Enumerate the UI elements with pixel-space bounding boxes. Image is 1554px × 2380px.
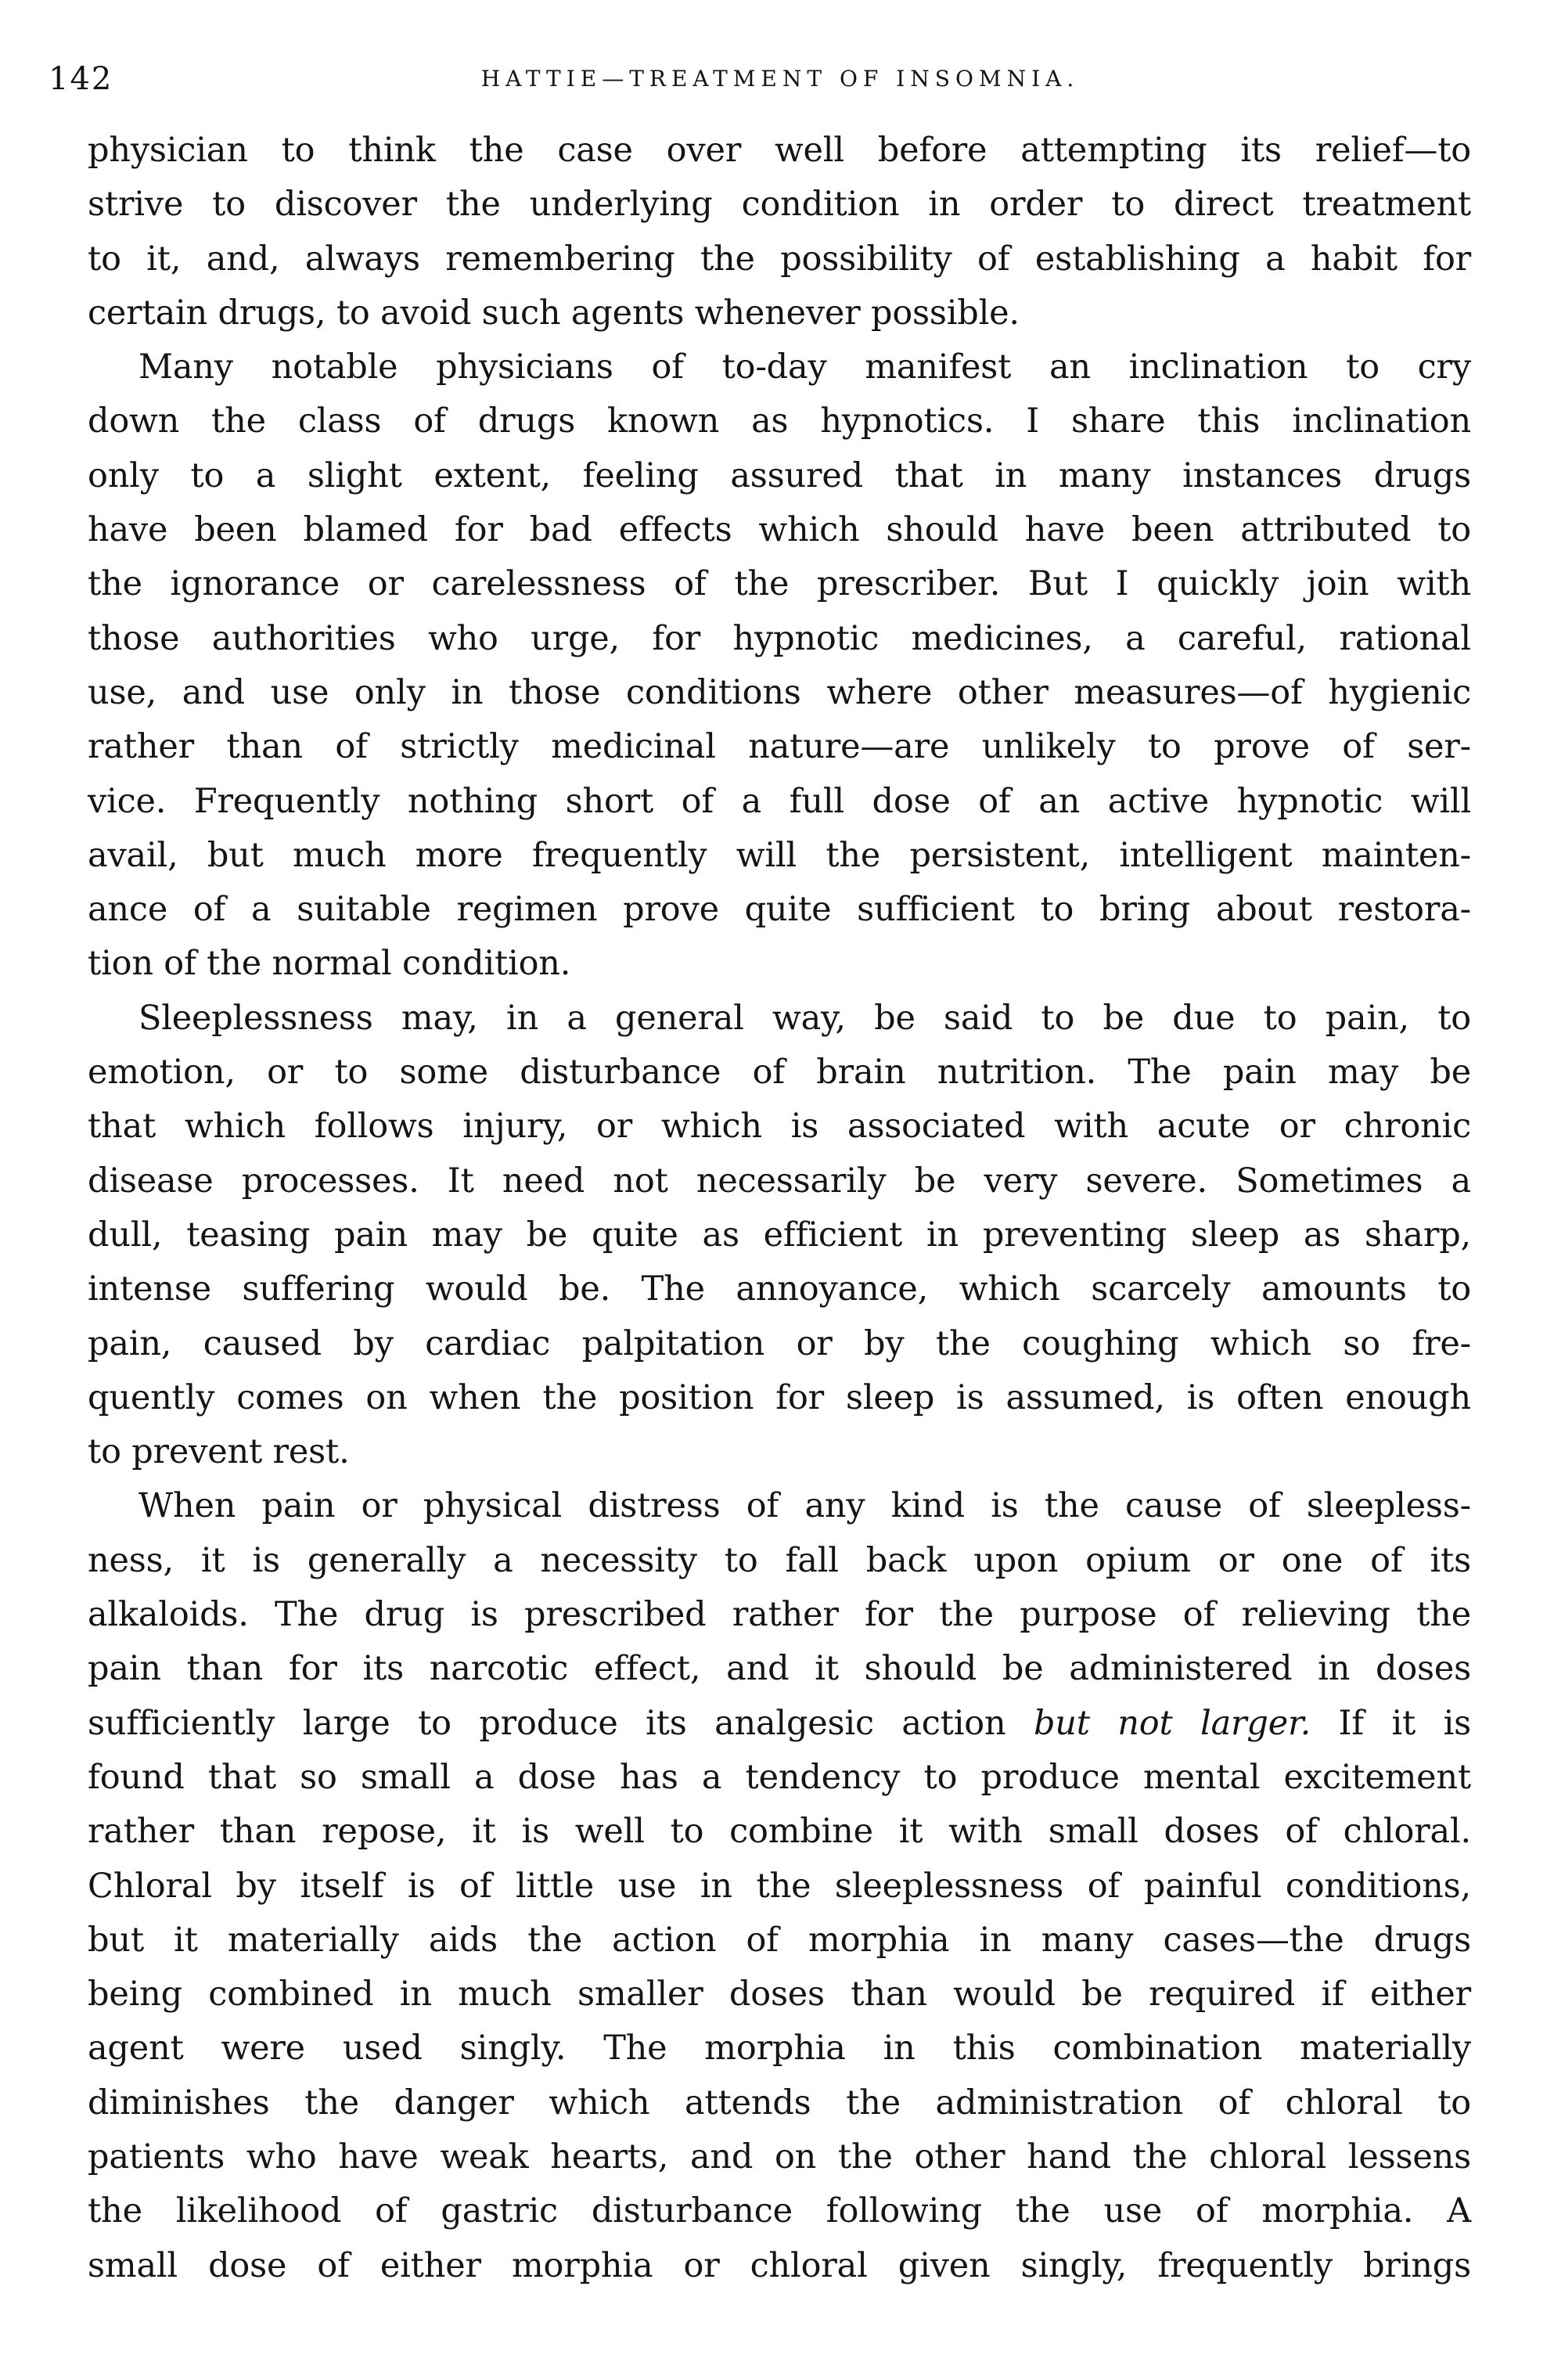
text-line: pain, caused by cardiac palpitation or by the coughing which so fre- xyxy=(88,1323,1471,1363)
text-line: vice. Frequently nothing short of a full dose of an active hypnotic will xyxy=(88,781,1471,821)
text-line: to prevent rest. xyxy=(88,1432,350,1472)
text-line: Chloral by itself is of little use in the sleeplessness of painful conditions, xyxy=(88,1866,1471,1906)
text-line: diminishes the danger which attends the administration of chloral to xyxy=(88,2083,1471,2123)
paragraph xyxy=(88,340,1471,992)
text-line: that which follows injury, or which is associated with acute or chronic xyxy=(88,1107,1471,1147)
text-line: When pain or physical distress of any kind is the cause of sleepless- xyxy=(138,1486,1471,1526)
body-text xyxy=(88,124,1471,2293)
text-line: the likelihood of gastric disturbance following the use of morphia. A xyxy=(88,2191,1471,2231)
text-line: patients who have weak hearts, and on the other hand the chloral lessens xyxy=(88,2137,1471,2177)
text-line: being combined in much smaller doses than would be required if either xyxy=(88,1975,1471,2015)
text-line: rather than repose, it is well to combine it with small doses of chloral. xyxy=(88,1812,1471,1852)
text-line: found that so small a dose has a tendency to produce mental excitement xyxy=(88,1757,1471,1797)
italic-phrase: but not larger. xyxy=(1033,1703,1311,1743)
text-line: have been blamed for bad effects which should have been attributed to xyxy=(88,510,1471,550)
text-line: Many notable physicians of to-day manifest an inclination to cry xyxy=(138,347,1471,387)
text-line: ness, it is generally a necessity to fall back upon opium or one of its xyxy=(88,1540,1471,1580)
text-line: only to a slight extent, feeling assured that in many instances drugs xyxy=(88,455,1471,495)
text-line: Sleeplessness may, in a general way, be said to be due to pain, to xyxy=(138,998,1471,1038)
text-line: small dose of either morphia or chloral given singly, frequently brings xyxy=(88,2245,1471,2285)
text-line-with-italic xyxy=(88,1697,1471,1751)
text-line: disease processes. It need not necessarily be very severe. Sometimes a xyxy=(88,1161,1471,1201)
page-header xyxy=(49,61,1480,108)
text-line: dull, teasing pain may be quite as efficient in preventing sleep as sharp, xyxy=(88,1215,1471,1255)
text-segment: If it is xyxy=(1338,1703,1471,1743)
running-head: HATTIE—TREATMENT OF INSOMNIA. xyxy=(480,66,1080,92)
text-line: strive to discover the underlying condition in order to direct treatment xyxy=(88,185,1471,225)
text-line: the ignorance or carelessness of the prescriber. But I quickly join with xyxy=(88,564,1471,604)
text-line: alkaloids. The drug is prescribed rather for the purpose of relieving the xyxy=(88,1595,1471,1635)
paragraph xyxy=(88,1479,1471,2292)
page-number: 142 xyxy=(49,61,113,97)
text-line: down the class of drugs known as hypnotics. I share this inclination xyxy=(88,401,1471,441)
text-line: ance of a suitable regimen prove quite sufficient to bring about restora- xyxy=(88,890,1471,930)
text-line: intense suffering would be. The annoyance, which scarcely amounts to xyxy=(88,1269,1471,1309)
text-line: pain than for its narcotic effect, and it should be administered in doses xyxy=(88,1649,1471,1689)
text-line: to it, and, always remembering the possibility of establishing a habit for xyxy=(88,239,1471,279)
text-line: avail, but much more frequently will the persistent, intelligent mainten- xyxy=(88,835,1471,875)
paragraph xyxy=(88,992,1471,1480)
text-segment: sufficiently large to produce its analgesic action xyxy=(88,1703,1006,1743)
text-line: but it materially aids the action of morphia in many cases—the drugs xyxy=(88,1920,1471,1960)
text-line: emotion, or to some disturbance of brain nutrition. The pain may be xyxy=(88,1053,1471,1093)
text-line: rather than of strictly medicinal nature—are unlikely to prove of ser- xyxy=(88,727,1471,767)
text-line: physician to think the case over well before attempting its relief—to xyxy=(88,131,1471,170)
text-line: use, and use only in those conditions where other measures—of hygienic xyxy=(88,672,1471,712)
text-line: agent were used singly. The morphia in this combination materially xyxy=(88,2029,1471,2069)
text-line: quently comes on when the position for sleep is assumed, is often enough xyxy=(88,1377,1471,1417)
text-line: certain drugs, to avoid such agents whenever possible. xyxy=(88,293,1020,333)
text-line: those authorities who urge, for hypnotic medicines, a careful, rational xyxy=(88,618,1471,658)
text-line: tion of the normal condition. xyxy=(88,944,571,984)
paragraph xyxy=(88,124,1471,340)
